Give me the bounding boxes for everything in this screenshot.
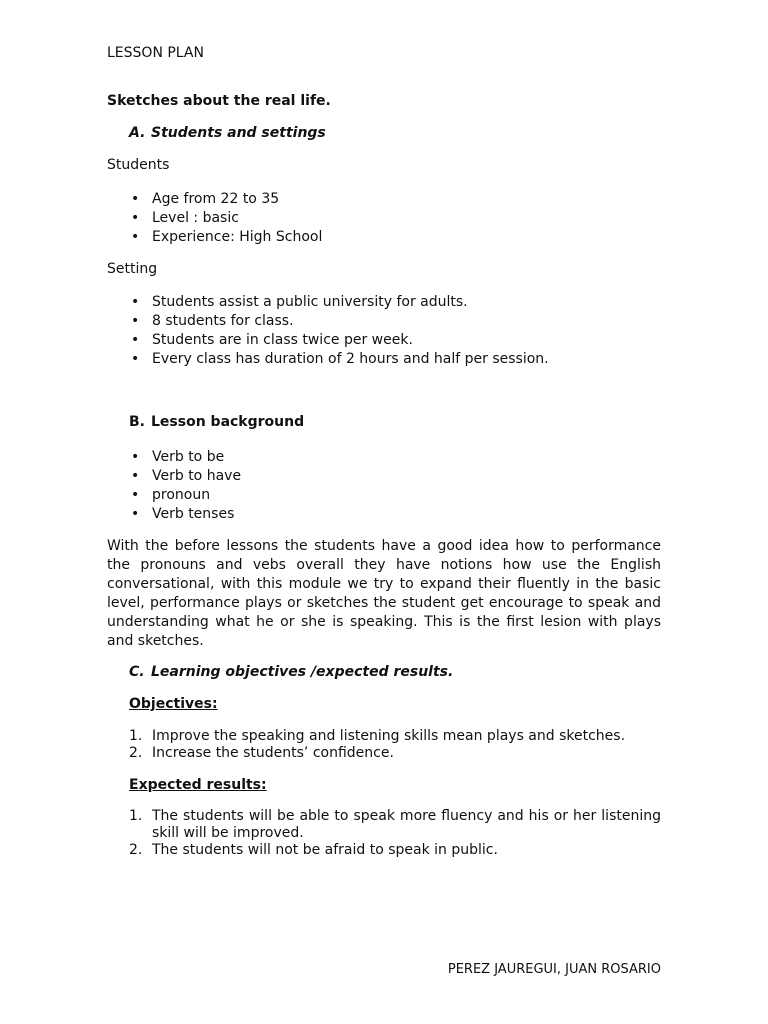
bullet-icon: • (131, 506, 140, 522)
author-name: PEREZ JAUREGUI, JUAN ROSARIO (447, 962, 661, 977)
bullet-icon: • (131, 210, 140, 226)
document-subtitle: Sketches about the real life. (107, 93, 331, 109)
objectives-label: Objectives: (129, 696, 218, 712)
list-item: • pronoun (131, 487, 211, 503)
section-b-marker: B. (129, 414, 145, 430)
list-item: • Verb to be (131, 449, 225, 465)
bullet-icon: • (131, 313, 140, 329)
bullet-icon: • (131, 487, 140, 503)
bullet-icon: • (131, 191, 140, 207)
objectives-list (107, 728, 661, 762)
expected-results-label: Expected results: (129, 777, 267, 793)
list-item: • Verb to have (131, 468, 242, 484)
background-list (107, 448, 661, 524)
list-item: • Students are in class twice per week. (131, 332, 413, 348)
bullet-icon: • (131, 229, 140, 245)
setting-label: Setting (107, 261, 158, 277)
students-label: Students (107, 157, 170, 173)
list-item: • Verb tenses (131, 506, 235, 522)
background-paragraph: With the before lessons the students have a good idea how to performance the pronouns and vebs overall they have notions how use the English conversational, with this module we try to expand their fluently in the basic level, performance plays or sketches the student get encourage to speak and understanding what he or she is speaking. This is the first lesion with plays and sketches. (107, 538, 661, 649)
list-item: 1. Improve the speaking and listening skills mean plays and sketches. (129, 728, 626, 744)
students-list (107, 190, 661, 247)
section-c-heading (129, 664, 683, 680)
expected-results-list (107, 808, 661, 859)
list-item: 1. The students will be able to speak more fluency and his or her listening skill will be improved. (129, 808, 661, 841)
list-item: • Level : basic (131, 210, 239, 226)
bullet-icon: • (131, 449, 140, 465)
section-a-title: Students and settings (151, 125, 326, 141)
document-title: LESSON PLAN (107, 45, 204, 61)
list-item: • Age from 22 to 35 (131, 191, 280, 207)
section-c-title: Learning objectives /expected results. (151, 664, 454, 680)
list-item: 2. Increase the students’ confidence. (129, 745, 394, 761)
section-a-heading (129, 125, 683, 141)
list-item: • Every class has duration of 2 hours and half per session. (131, 351, 549, 367)
section-c-marker: C. (129, 664, 145, 680)
section-a-marker: A. (129, 125, 146, 141)
setting-list (107, 293, 661, 369)
list-item: 2. The students will not be afraid to speak in public. (129, 842, 498, 858)
bullet-icon: • (131, 351, 140, 367)
section-b-heading (129, 414, 683, 430)
bullet-icon: • (131, 332, 140, 348)
list-item: • 8 students for class. (131, 313, 294, 329)
list-item: • Experience: High School (131, 229, 323, 245)
section-b-title: Lesson background (151, 414, 305, 430)
bullet-icon: • (131, 468, 140, 484)
bullet-icon: • (131, 294, 140, 310)
list-item: • Students assist a public university for adults. (131, 294, 468, 310)
